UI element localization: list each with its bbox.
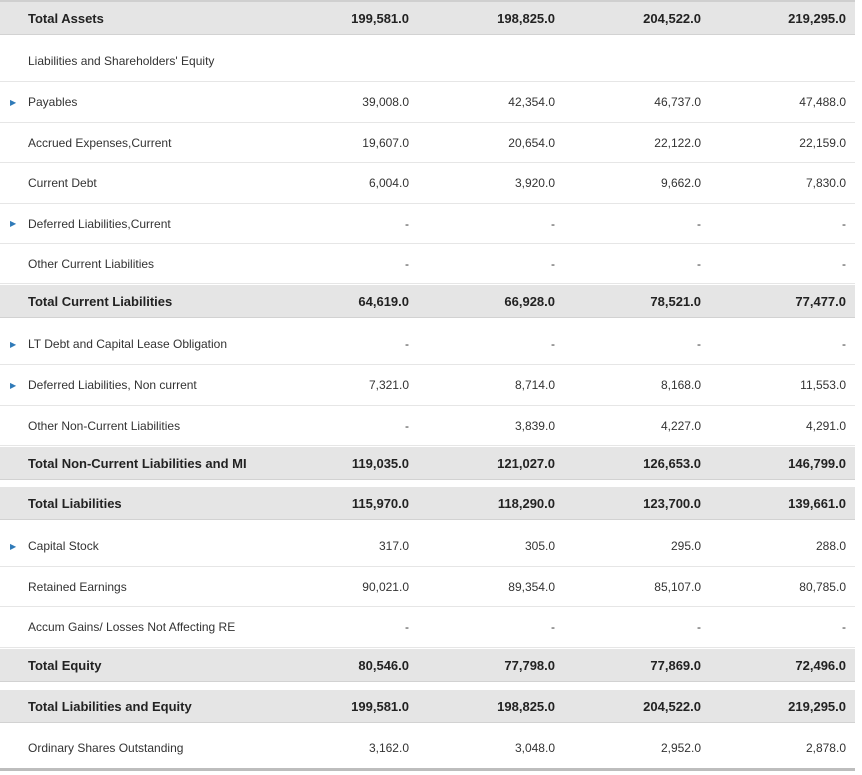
value-col-2: 42,354.0 [508, 95, 555, 109]
caret-right-icon[interactable]: ▶ [10, 339, 17, 349]
value-col-3: 78,521.0 [650, 293, 701, 309]
row-label: Other Non-Current Liabilities [28, 418, 181, 433]
value-col-4: 219,295.0 [788, 10, 846, 26]
table-row-retained-earnings [0, 567, 855, 607]
value-col-3: 4,227.0 [660, 418, 701, 433]
value-col-1: 7,321.0 [368, 378, 409, 392]
value-col-2: 118,290.0 [497, 495, 555, 511]
caret-right-icon[interactable]: ▶ [10, 380, 17, 390]
table-row-payables[interactable] [0, 82, 855, 123]
value-col-1: - [405, 620, 409, 634]
table-row-deferred-liabilities-noncurrent[interactable] [0, 365, 855, 406]
section-label: Liabilities and Shareholders' Equity [28, 53, 215, 68]
table-row-other-current-liabilities [0, 244, 855, 284]
value-col-4: 2,878.0 [805, 741, 846, 755]
table-row-total-assets [0, 2, 855, 35]
value-col-2: - [551, 216, 555, 231]
table-row-ordinary-shares [0, 728, 855, 768]
table-row-deferred-liabilities-current[interactable] [0, 204, 855, 244]
value-col-3: 123,700.0 [643, 495, 701, 511]
value-col-1: 317.0 [378, 539, 409, 553]
value-col-1: - [405, 418, 409, 433]
row-label: Accrued Expenses,Current [28, 135, 172, 150]
value-col-4: - [842, 337, 846, 351]
caret-right-icon[interactable]: ▶ [10, 219, 17, 228]
value-col-3: 22,122.0 [654, 135, 701, 150]
value-col-1: 6,004.0 [368, 176, 409, 190]
table-row-total-current-liabilities [0, 285, 855, 318]
value-col-4: 146,799.0 [788, 455, 846, 471]
value-col-4: 4,291.0 [805, 418, 846, 433]
value-col-4: 7,830.0 [805, 176, 846, 190]
value-col-3: - [697, 337, 701, 351]
value-col-3: - [697, 216, 701, 231]
value-col-3: 126,653.0 [643, 455, 701, 471]
value-col-4: 288.0 [815, 539, 846, 553]
value-col-2: 20,654.0 [508, 135, 555, 150]
row-label: Ordinary Shares Outstanding [28, 741, 184, 755]
row-label: Other Current Liabilities [28, 256, 155, 271]
value-col-3: 77,869.0 [650, 657, 701, 673]
value-col-4: 11,553.0 [800, 378, 846, 392]
value-col-1: 115,970.0 [351, 495, 409, 511]
value-col-2: 198,825.0 [497, 10, 555, 26]
value-col-4: 47,488.0 [799, 95, 846, 109]
table-row-accum-gains-losses [0, 607, 855, 648]
table-row-accrued-expenses [0, 123, 855, 163]
table-row-total-liabilities [0, 487, 855, 520]
value-col-2: 3,048.0 [514, 741, 555, 755]
value-col-4: 22,159.0 [799, 135, 846, 150]
table-row-lt-debt[interactable] [0, 324, 855, 365]
table-row-total-liabilities-equity [0, 690, 855, 723]
table-row-total-equity [0, 649, 855, 682]
value-col-4: 80,785.0 [799, 579, 846, 594]
value-col-1: 64,619.0 [358, 293, 409, 309]
value-col-3: - [697, 620, 701, 634]
row-label: Total Liabilities [28, 495, 122, 511]
value-col-3: 9,662.0 [660, 176, 701, 190]
value-col-3: 8,168.0 [660, 378, 701, 392]
value-col-2: 8,714.0 [514, 378, 555, 392]
value-col-2: 89,354.0 [508, 579, 555, 594]
section-header-liabilities-equity [0, 40, 855, 82]
caret-right-icon[interactable]: ▶ [10, 97, 17, 107]
table-row-current-debt [0, 163, 855, 204]
row-label: Payables [28, 95, 78, 109]
row-label: Capital Stock [28, 539, 99, 553]
value-col-3: 46,737.0 [654, 95, 701, 109]
value-col-1: - [405, 337, 409, 351]
value-col-1: 39,008.0 [362, 95, 409, 109]
value-col-2: 77,798.0 [504, 657, 555, 673]
value-col-4: - [842, 256, 846, 271]
value-col-2: 3,920.0 [514, 176, 555, 190]
caret-right-icon[interactable]: ▶ [10, 541, 17, 551]
value-col-1: 199,581.0 [351, 698, 409, 714]
table-bottom-border [0, 768, 855, 771]
value-col-4: - [842, 620, 846, 634]
row-label: LT Debt and Capital Lease Obligation [28, 337, 228, 351]
row-label: Total Liabilities and Equity [28, 698, 192, 714]
value-col-1: 199,581.0 [351, 10, 409, 26]
row-label: Deferred Liabilities, Non current [28, 378, 197, 392]
row-label: Current Debt [28, 176, 97, 190]
value-col-3: - [697, 256, 701, 271]
value-col-3: 204,522.0 [643, 10, 701, 26]
value-col-2: 305.0 [524, 539, 555, 553]
value-col-4: 72,496.0 [795, 657, 846, 673]
value-col-2: 121,027.0 [497, 455, 555, 471]
value-col-2: 3,839.0 [514, 418, 555, 433]
row-label: Total Current Liabilities [28, 293, 173, 309]
row-label: Accum Gains/ Losses Not Affecting RE [28, 620, 236, 634]
value-col-1: 119,035.0 [351, 455, 409, 471]
value-col-3: 204,522.0 [643, 698, 701, 714]
value-col-1: - [405, 216, 409, 231]
row-label: Retained Earnings [28, 579, 127, 594]
value-col-4: 139,661.0 [788, 495, 846, 511]
value-col-1: 90,021.0 [362, 579, 409, 594]
row-label: Deferred Liabilities,Current [28, 216, 171, 231]
value-col-2: - [551, 620, 555, 634]
row-label: Total Non-Current Liabilities and MI [28, 455, 247, 471]
row-label: Total Assets [28, 10, 104, 26]
value-col-3: 85,107.0 [654, 579, 701, 594]
row-label: Total Equity [28, 657, 102, 673]
value-col-1: 80,546.0 [358, 657, 409, 673]
value-col-1: 19,607.0 [362, 135, 409, 150]
value-col-1: - [405, 256, 409, 271]
value-col-2: - [551, 337, 555, 351]
value-col-1: 3,162.0 [368, 741, 409, 755]
value-col-4: - [842, 216, 846, 231]
value-col-4: 219,295.0 [788, 698, 846, 714]
value-col-4: 77,477.0 [795, 293, 846, 309]
value-col-3: 295.0 [670, 539, 701, 553]
value-col-3: 2,952.0 [660, 741, 701, 755]
table-row-total-noncurrent-liabilities [0, 447, 855, 480]
table-row-other-noncurrent-liabilities [0, 406, 855, 446]
value-col-2: 66,928.0 [504, 293, 555, 309]
value-col-2: - [551, 256, 555, 271]
table-row-capital-stock[interactable] [0, 526, 855, 567]
value-col-2: 198,825.0 [497, 698, 555, 714]
